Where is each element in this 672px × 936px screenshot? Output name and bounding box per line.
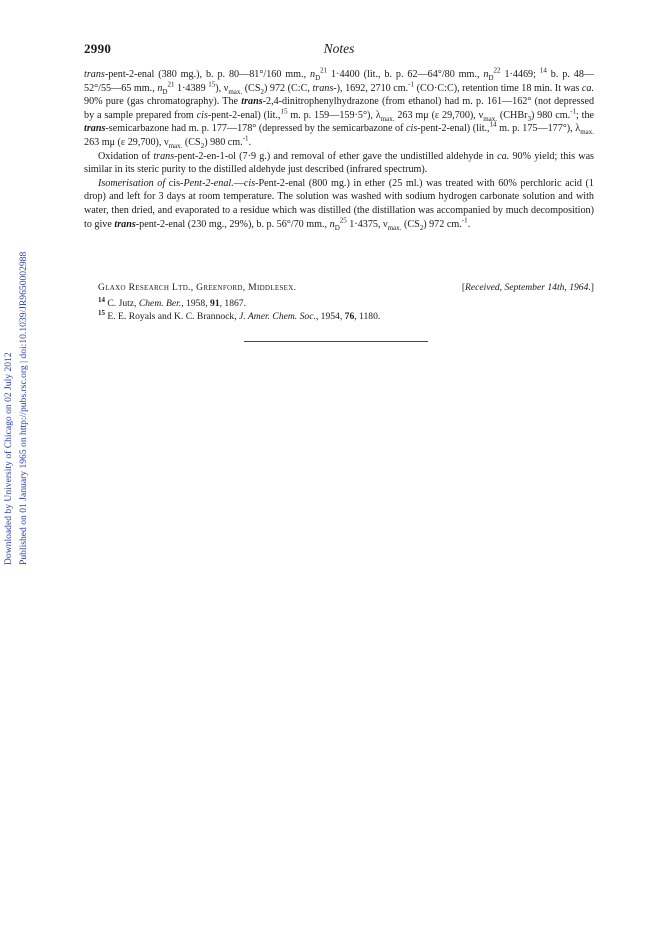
references-list	[98, 297, 594, 323]
section-title: Notes	[323, 41, 355, 56]
footnote-ref: 14	[539, 66, 547, 75]
institution-address: Glaxo Research Ltd., Greenford, Middlesex.	[98, 282, 297, 293]
subsection-heading: Isomerisation of	[98, 177, 166, 189]
paragraph-oxidation: Oxidation of trans-pent-2-en-1-ol (7·9 g.) and removal of ether gave the undistilled aldehyde in ca. 90% yield; this was similar in its steric purity to the distilled aldehyde just described (infrared spectrum).	[84, 150, 595, 176]
download-info-sidebar	[2, 235, 32, 565]
page-number: 2990	[84, 41, 112, 56]
received-date: [Received, September 14th, 1964.]	[461, 282, 594, 293]
affiliation-line	[98, 282, 594, 296]
download-notice: Downloaded by University of Chicago on 02 July 2012	[3, 352, 14, 565]
paragraph-isomerisation: Isomerisation of cis-Pent-2-enal.—cis-Pent-2-enal (800 mg.) in ether (25 ml.) was treated with 60% perchloric acid (1 drop) and left for 3 days at room temperature. The solution was washed with sodium hydrogen carbonate solution and with water, then dried, and evaporated to a residue which was distilled (the distillation was accompanied by much decomposition) to give trans-pent-2-enal (230 mg., 29%), b. p. 56°/70 mm., $n_D^{25}$ 1·4375, $\nu_{max.}$ $(CS_2)$ 972 cm.$^{-1}$.	[84, 177, 594, 232]
reference-item: $^{14}$ C. Jutz, Chem. Ber., 1958, 91, 1867.	[98, 295, 246, 309]
page-header	[84, 41, 594, 59]
footnote-ref: 15	[280, 107, 288, 116]
article-body	[84, 68, 594, 231]
footnote-ref: 14	[489, 121, 497, 129]
reference-item: $^{15}$ E. E. Royals and K. C. Brannock, J. Amer. Chem. Soc., 1954, 76, 1180.	[98, 308, 381, 322]
end-of-article-rule	[244, 341, 428, 342]
publication-doi-link[interactable]: Published on 01 January 1965 on http://pubs.rsc.org | doi:10.1039/JR9650002988	[18, 251, 29, 565]
paragraph-product-characterisation: trans-pent-2-enal (380 mg.), b. p. 80—81°/160 mm., $n_D^{21}$ 1·4400 (lit., b. p. 62—64°/80 mm., $n_D^{22}$ 1·4469; $^{14}$ b. p. 48—52°/55—65 mm., $n_D^{21}$ 1·4389 $^{15}$), $\nu_{max.}$ $(CS_2)$ 972 (C:C, trans-), 1692, 2710 cm.$^{-1}$ (CO·C:C), retention time 18 min. It was ca. 90% pure (gas chromatography). The trans-2,4-dinitrophenylhydrazone (from ethanol) had m. p. 161—162° (not depressed by a sample prepared from cis-pent-2-enal) (lit.,$^{15}$ m. p. 159—159·5°), $\lambda_{max.}$ 263 mμ (ε 29,700), $\nu_{max.}$ (CHBr$_3$) 980 cm.$^{-1}$; the trans-semicarbazone had m. p. 177—178° (depressed by the semicarbazone of cis-pent-2-enal) (lit.,$^{14}$ m. p. 175—177°), $\lambda_{max.}$ 263 mμ (ε 29,700), $\nu_{max.}$ $(CS_2)$ 980 cm.$^{-1}$.	[84, 66, 595, 150]
footnote-ref: 15	[208, 80, 216, 89]
